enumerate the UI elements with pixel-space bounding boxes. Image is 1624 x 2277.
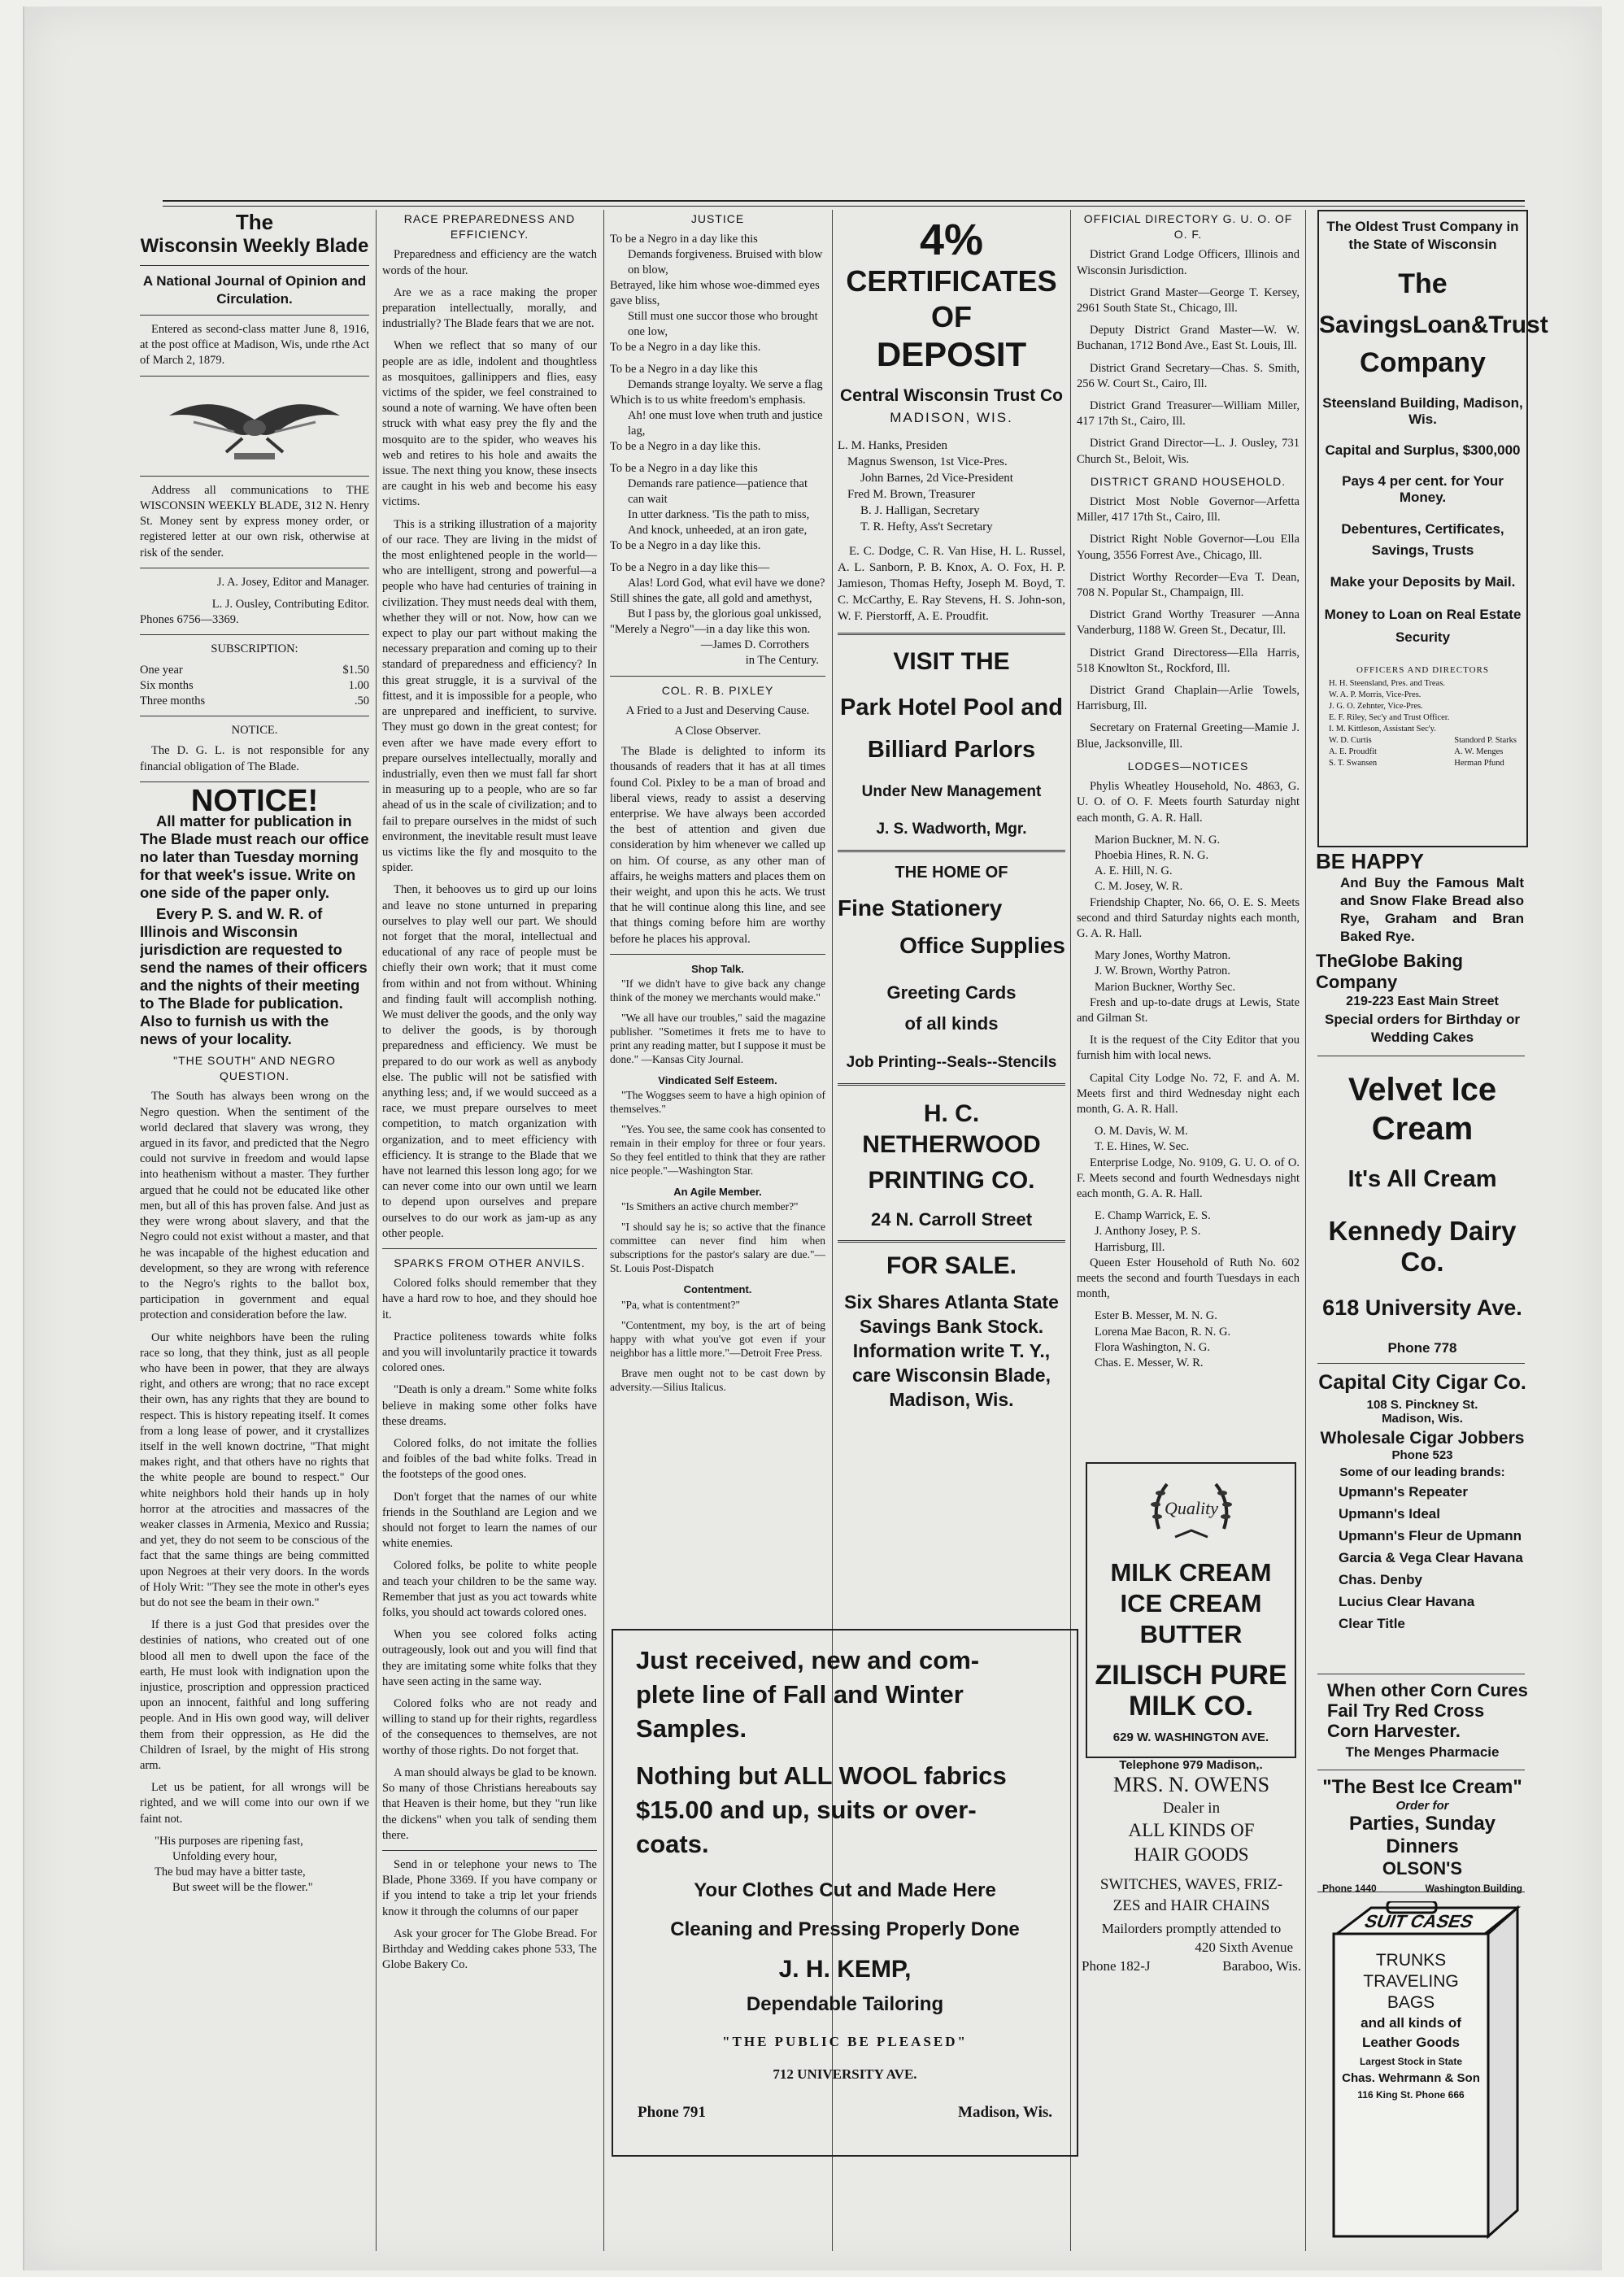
owens-line3: ALL KINDS OF [1128,1820,1255,1840]
owens-line7: Mailorders promptly attended to [1101,1921,1282,1936]
lodges-list [1077,779,1300,1371]
poem-line [610,455,825,461]
shoptalk-title: Shop Talk. [691,962,744,975]
velvet-line2: It's All Cream [1348,1166,1497,1192]
lodges-title: LODGES—NOTICES [1127,759,1249,773]
cert-pct: 4% [919,216,984,264]
poem-line: Demands strange loyalty. We serve a flag [628,378,823,392]
netherwood-line2: PRINTING CO. [868,1167,1035,1194]
poem-line: Betrayed, like him whose woe-dimmed eyes gave bliss, [610,279,820,308]
cert-bank: Central Wisconsin Trust Co [839,386,1063,405]
poem-line: Demands forgiveness. Bruised with blow on blow, [628,248,823,277]
lodge-item: Queen Ester Household of Ruth No. 602 meets the second and fourth Tuesdays in each month, [1077,1256,1300,1301]
stationery-line1: THE HOME OF [895,864,1008,882]
olson-line4: OLSON'S [1382,1858,1463,1879]
owens-line8: 420 Sixth Avenue [1195,1940,1293,1955]
globe-ad [1316,849,1529,1047]
stationery-line4: Greeting Cards [886,982,1017,1003]
phones-line: Phones 6756—3369. [140,613,239,627]
stationery-line3: Office Supplies [899,933,1065,958]
svg-text:Quality: Quality [1164,1498,1218,1518]
poem-line: Which is to us white freedom's emphasis. [610,394,806,407]
corn-line2: The Menges Pharmacie [1345,1744,1500,1760]
directory-item: District Grand Treasurer—William Miller, 417 17th St., Cairo, Ill. [1077,399,1300,429]
directory-item: District Grand Secretary—Chas. S. Smith, 256 W. Court St., Cairo, Ill. [1077,361,1300,390]
contrib-line: L. J. Ousley, Contributing Editor. [211,598,369,612]
top-rule [163,200,1525,207]
poem-line: To be a Negro in a day like this [610,462,758,476]
velvet-line5: Phone 778 [1387,1340,1457,1356]
park-line2: Park Hotel Pool and [840,694,1063,721]
notice-head: NOTICE. [231,724,278,738]
justice-title: JUSTICE [690,212,745,225]
race-para: When we reflect that so many of our people are as idle, indolent and thoughtless as mosquitoes, gallinippers and flies, easy victims of the spider, we feel constrained to sound a note of warning. We have often been struck with what easy prey the fly and the mosquito are to the spider, who weaves his web and retires to his hole and awaits the issue. The next thing you know, these insects are caught in his web and become his easy victims. [382,339,597,509]
kemp-line11: "THE PUBLIC BE PLEASED" [722,2034,968,2049]
poem-line: Ah! one must love when truth and justice lag, [628,409,823,438]
poem-line [610,355,825,362]
globe-line5: Special orders for Birthday or Wedding Cakes [1325,1012,1520,1045]
household-item: District Grand Chaplain—Arlie Towels, Harrisburg, Ill. [1077,684,1300,713]
household-item: District Worthy Recorder—Eva T. Dean, 708 N. Popular St., Champaign, Ill. [1077,570,1300,600]
milk-line5: MILK CO. [1129,1691,1253,1722]
lodge-item: Lorena Mae Bacon, R. N. G. [1095,1325,1231,1339]
column-rule [376,210,377,2251]
owens-ad [1082,1771,1301,1974]
south-para: Our white neighbors have been the ruling race so long, that they think, just as all people who have been in power, that they are always right, and others are wrong; that no race except their own, has any rights that they are bound to respect. This is history repeating itself. It comes from a long lease of power, and it crystallizes itself in the well known doctrine, "That might makes right, and that others have no rights that the white people are bound to respect." Our white neighbors hold their hands up in holy horror at the atrocities and massacres of the weaker classes in Armenia, Mexico and Russia; and yet, they do not seem to be conscious of the fact that the same things are being committed upon Negroes at their very doors. In the words of Holy Writ: "They see the mote in other's eyes but do not see the beam in their own." [140,1330,369,1609]
south-title: "THE SOUTH" AND NEGRO QUESTION. [173,1054,336,1083]
poem-line: "Merely a Negro"—in a day like this won. [610,623,811,637]
lodge-item: Flora Washington, N. G. [1095,1340,1210,1354]
sale-line1: FOR SALE. [886,1252,1017,1279]
cert-city: MADISON, WIS. [890,410,1013,425]
lodge-item: J. Anthony Josey, P. S. [1095,1225,1201,1239]
trust-line5: Steensland Building, Madison, Wis. [1322,395,1523,427]
directory-item: Deputy District Grand Master—W. W. Buchanan, 1712 Bond Ave., East St. Louis, Ill. [1077,324,1300,353]
agile-body2: "I should say he is; so active that the finance committee can never find him when subscriptions for the pastor's salary are due."—St. Louis Post-Dispatch [610,1221,825,1275]
south-para: If there is a just God that presides over the destinies of nations, who created out of one blood all men to dwell upon the face of the earth, He must look with indignation upon the injustice, proscription and oppression practiced upon an innocent, faithful and long suffering people. And in His own good way, will deliver them from their oppression, as He did the Children of Israel, by the might of His strong arm. [140,1618,369,1772]
directory-item: District Grand Lodge Officers, Illinois and Wisconsin Jurisdiction. [1077,248,1300,277]
cert-line1: CERTIFICATES OF [846,264,1057,333]
olson-line3: Parties, Sunday Dinners [1348,1813,1496,1857]
kemp-line5: $15.00 and up, suits or over- [636,1796,977,1824]
sale-line6: Madison, Wis. [889,1389,1014,1410]
lodge-item: Enterprise Lodge, No. 9109, G. U. O. of O. F. Meets second and fourth Wednesdays night each month, G. A. R. Hall. [1077,1156,1300,1200]
household-item: District Grand Worthy Treasurer —Anna Vanderburg, 1188 W. Green St., Decatur, Ill. [1077,608,1300,638]
stationery-line5: of all kinds [904,1013,999,1034]
owens-line5: SWITCHES, WAVES, FRIZ- [1099,1876,1283,1893]
eagle-emblem [140,383,369,469]
kemp-line6: coats. [636,1830,709,1858]
park-line3: Billiard Parlors [867,737,1036,763]
trust-officers-head: OFFICERS AND DIRECTORS [1356,665,1489,675]
sub-row: Six months 1.00 [140,678,369,692]
trust-line8: Debentures, Certificates, Savings, Trusts [1341,521,1504,558]
velvet-ad [1316,1064,1529,1356]
notice-title: NOTICE! [190,783,319,818]
agile-body: "Is Smithers an active church member?" [621,1200,799,1213]
park-line1: VISIT THE [893,648,1010,675]
olson-line2: Order for [1395,1799,1449,1813]
justice-poem [610,232,825,638]
editor-line: J. A. Josey, Editor and Manager. [216,575,369,589]
entered-notice: Entered as second-class matter June 8, 1916, at the post office at Madison, Wis, unde rthe Act of March 2, 1879. [140,323,369,368]
lodge-item: Ester B. Messer, M. N. G. [1095,1309,1217,1323]
directory-item: District Grand Director—L. J. Ousley, 731 Church St., Beloit, Wis. [1077,437,1300,466]
owens-line2: Dealer in [1162,1800,1221,1817]
trust-line4: Company [1360,347,1486,378]
column-rule [603,210,604,2251]
content-brave: Brave men ought not to be cast down by adversity.—Silius Italicus. [610,1366,825,1393]
olson-line1: "The Best Ice Cream" [1322,1776,1522,1798]
sub-row: Three months .50 [140,694,369,708]
kemp-footer: Phone 791 Madison, Wis. [638,2104,1052,2121]
trust-line6: Capital and Surplus, $300,000 [1325,442,1521,458]
poem-line: Still must one succor those who brought one low, [628,310,818,339]
lodge-item: J. W. Brown, Worthy Patron. [1095,964,1230,978]
household-item: District Most Noble Governor—Arfetta Miller, 417 17th St., Cairo, Ill. [1077,495,1300,525]
kemp-line2: plete line of Fall and Winter [636,1680,964,1709]
globe-line3: TheGlobe Baking Company [1316,951,1463,992]
masthead-title-line1: The [235,210,274,234]
subscription-head: SUBSCRIPTION: [211,642,298,656]
trust-line3: SavingsLoan&Trust [1319,311,1548,338]
agile-title: An Agile Member. [673,1186,762,1199]
olson-footer: Phone 1440 Washington Building [1322,1883,1522,1894]
lodge-item: T. E. Hines, W. Sec. [1095,1140,1190,1154]
sparks-para: Colored folks who are not ready and willing to stand up for their rights, regardless of the consequences to themselves, are not worthy of those rights. Do not forget that. [382,1697,597,1757]
cigar-line2: 108 S. Pinckney St. [1366,1398,1478,1412]
sale-line4: Information write T. Y., [852,1340,1051,1361]
send-news: Send in or telephone your news to The Blade, Phone 3369. If you have company or if you intend to take a trip let your friends know it through the columns of our paper [382,1857,597,1918]
cert-line2: DEPOSIT [876,335,1027,373]
cigar-line5: Phone 523 [1391,1448,1453,1462]
pixley-title: COL. R. B. PIXLEY [661,683,774,697]
column-2 [382,210,597,2259]
milk-line1: MILK CREAM [1110,1558,1272,1587]
stationery-line2: Fine Stationery [838,895,1003,921]
kemp-line3: Samples. [636,1714,747,1743]
masthead-title: Wisconsin Weekly Blade [140,235,369,257]
poem-line: Still shines the gate, all gold and amethyst, [610,592,812,606]
sparks-para: Colored folks, do not imitate the follies and foibles of the bad white folks. Tread in the footsteps of the good ones. [382,1437,597,1482]
divider [1317,1363,1525,1364]
poem-line [610,554,825,560]
trust-line1: The Oldest Trust Company in the State of Wisconsin [1326,219,1519,252]
cert-officers: L. M. Hanks, Presiden Magnus Swenson, 1st Vice-Pres. John Barnes, 2d Vice-President Fred M. Brown, Treasurer B. J. Halligan, Secretary T. R. Hefty, Ass't Secretary E. C. Dodge, C. R. Van Hise, H. L. Russel, A. L. Sanborn, P. B. Knox, A. O. Fox, H. P. Jamieson, Thomas Hefty, Joseph M. Boyd, T. C. McCarthy, E. Ray Stevens, H. S. John-son, W. F. Pierstorff, A. E. Proudfit. [838,439,1065,623]
kemp-line7: Your Clothes Cut and Made Here [694,1879,996,1901]
poem-line: Alas! Lord God, what evil have we done? [628,577,825,590]
suitcase-text: TRUNKS TRAVELING BAGS and all kinds of Leather Goods Largest Stock in State Chas. Wehrmann & Son 116 King St. Phone 666 [1342,1951,1480,2101]
wreath-logo-icon [1087,1472,1295,1557]
cigar-line6: Some of our leading brands: [1339,1465,1505,1479]
netherwood-line3: 24 N. Carroll Street [870,1209,1033,1230]
race-para: Then, it behooves us to gird up our loins and leave no stone unturned in preparing ourselves to play well our part. We should not forget that the moral, intellectual and educational of any race of people must be chiefly their own work; that it must come from within and not from without. Whining and finding fault will accomplish nothing. We must deliver the goods, and the only way to deliver the goods, is by thorough preparedness and efficiency. We must be prepared to do our work as well as anybody else. The public will not be satisfied with anything less; and, if we would succeed as a race, we must prepare ourselves to meet competition, to match organization with organization, and to meet efficiency with efficiency. It is strange to the Blade that we have not learned this lesson long ago; for we can never come into our own until we learn to depend upon ourselves and prepare ourselves to do our work as jam-up as any other people. [382,883,597,1240]
south-para: Let us be patient, for all wrongs will be righted, and we will come into our own if we faint not. [140,1781,369,1826]
sub-row: One year $1.50 [140,663,369,677]
column-4-ads [838,210,1065,1625]
notice-text: The D. G. L. is not responsible for any financial obligation of The Blade. [140,744,369,773]
lodge-item: Harrisburg, Ill. [1095,1240,1165,1254]
justice-attrib: —James D. Corrothers [700,638,809,652]
velvet-line4: 618 University Ave. [1322,1295,1522,1320]
household-title: DISTRICT GRAND HOUSEHOLD. [1090,474,1287,488]
lodge-item: E. Champ Warrick, E. S. [1095,1209,1211,1223]
lodge-item: Mary Jones, Worthy Matron. [1095,949,1231,963]
trust-officers: H. H. Steensland, Pres. and Treas. W. A. P. Morris, Vice-Pres. J. G. O. Zehnter, Vice-Pres. E. F. Riley, Sec'y and Trust Officer. I. M. Kittleson, Assistant Sec'y. W. D. Curtis A. E. Proudfit S. T. Swansen Standord P. Starks A. W. Menges Herman Pfund [1329,679,1517,768]
milk-line6: 629 W. WASHINGTON AVE. [1112,1731,1269,1744]
trust-line9: Make your Deposits by Mail. [1330,574,1516,590]
cigar-line4: Wholesale Cigar Jobbers [1320,1429,1525,1448]
masthead-subtitle: A National Journal of Opinion and Circulation. [142,273,367,307]
lodge-item: It is the request of the City Editor that you furnish him with local news. [1077,1034,1300,1063]
directory-title: OFFICIAL DIRECTORY G. U. O. OF O. F. [1083,212,1293,242]
sparks-para: Colored folks should remember that they have a hard row to hoe, and they should hoe it. [382,1277,597,1321]
shoptalk-body2: "We all have our troubles," said the magazine publisher. "Sometimes it frets me to have to print any reading matter, but I suppose it must be done." —Kansas City Journal. [610,1012,825,1066]
lodge-item: A. E. Hill, N. G. [1095,864,1173,878]
sale-line3: Savings Bank Stock. [859,1316,1044,1337]
kemp-line4: Nothing but ALL WOOL fabrics [636,1761,1007,1790]
pixley-body: The Blade is delighted to inform its thousands of readers that it has at all times found Col. Pixley to be a man of broad and liberal views, ready to assist a deserving enterprise. We have always been accorded the best of attention and given due consideration by him whenever we called up on him. Of course, as any other man of affairs, he weighs matters and places them on their weight, and upon this he acts. We trust that he will continue along this line, and see that things coming before him are worthy before he places his approval. [610,745,825,946]
pixley-sub: A Fried to a Just and Deserving Cause. [625,703,810,717]
corn-ad [1316,1680,1529,1761]
lodge-item: O. M. Davis, W. M. [1095,1125,1188,1138]
address-notice: Address all communications to THE WISCONSIN WEEKLY BLADE, 312 N. Henry St. Money sent by express money order, or registered letter at our own risk, otherwise at risk of the sender. [140,483,369,559]
column-5-directory [1077,210,1300,1446]
kemp-line9: J. H. KEMP, [778,1956,912,1983]
vindicated-body: "The Woggses seem to have a high opinion of themselves." [610,1089,825,1116]
vindicated-body2: "Yes. You see, the same cook has consented to remain in their employ for three or four years. So they feel entitled to think that they are rather nice people."—Washington Star. [610,1123,825,1178]
kemp-ad [612,1629,1078,2157]
cigar-brands: Upmann's Repeater Upmann's Ideal Upmann's Fleur de Upmann Garcia & Vega Clear Havana Chas. Denby Lucius Clear Havana Clear Title [1339,1484,1523,1631]
milk-line4: ZILISCH PURE [1095,1660,1287,1691]
poem-line: Demands rare patience—patience that can wait [628,477,808,507]
race-para: Are we as a race making the proper preparation intellectually, morally, and industrially? The Blade fears that we are not. [382,285,597,331]
svg-text:SUIT CASES: SUIT CASES [1361,1910,1477,1931]
pixley-sub2: A Close Observer. [674,725,761,738]
stationery-line6: Job Printing--Seals--Stencils [846,1054,1057,1071]
velvet-line3: Kennedy Dairy Co. [1328,1216,1517,1277]
poem-line: To be a Negro in a day like this. [610,440,761,454]
south-para: The South has always been wrong on the Negro question. When the sentiment of the world declared that slavery was wrong, they argued in its favor, and predicted that the Negro could not survive in freedom and would lapse into heathenism without a master. They further argued that he could not be educated like other men, but all of this has proven false. And just as they were wrong about slavery, and that the Negro could not exist without a master, and that he was incapable of the highest education and development, so they are wrong with reference to the Negro's rights to the ballot box, participation in government and equal protection and consideration before the law. [140,1090,369,1322]
trust-ad [1317,210,1548,847]
notice-body: All matter for publication in The Blade must reach our office no later than Tuesday morning for that week's issue. Write on one side of the paper only. Every P. S. and W. R. of Illinois and Wisconsin jurisdiction are requested to send the names of their officers and the nights of their meeting to The Blade for publication. Also to furnish us with the news of your locality. [140,812,369,1048]
sparks-para: A man should always be glad to be known. So many of those Christians hereabouts say that Heaven is their home, but they "run like the dickens" when you talk of sending them there. [382,1765,597,1842]
sparks-para: Colored folks, be polite to white people and teach your children to be the same way. Remember that just as you act towards white folks, you should act towards colored ones. [382,1559,597,1620]
lodge-item: Marion Buckner, M. N. G. [1095,833,1221,847]
lodge-item: Marion Buckner, Worthy Sec. [1095,980,1236,994]
milk-line2: ICE CREAM [1120,1589,1262,1617]
directory-item: District Grand Master—George T. Kersey, 2961 South State St., Chicago, Ill. [1077,285,1300,316]
column-rule [1305,210,1306,2251]
kemp-line10: Dependable Tailoring [746,1993,944,2015]
lodge-item: Capital City Lodge No. 72, F. and A. M. Meets first and third Wednesday night each month, G. A. R. Hall. [1077,1071,1300,1116]
household-item: District Right Noble Governor—Lou Ella Young, 3556 Forrest Ave., Chicago, Ill. [1077,533,1300,562]
lodge-item: Phoebia Hines, R. N. G. [1095,848,1209,862]
vindicated-title: Vindicated Self Esteem. [658,1074,777,1087]
velvet-line1: Velvet Ice Cream [1348,1072,1497,1147]
suitcase-ad [1322,1901,1524,2243]
household-item: District Grand Directoress—Ella Harris, 518 Knowlton St., Rockford, Ill. [1077,646,1300,675]
lodge-item: Fresh and up-to-date drugs at Lewis, State and Gilman St. [1077,995,1300,1025]
sparks-para: Practice politeness towards white folks and you will involuntarily practice it towards colored ones. [382,1330,597,1375]
park-line5: J. S. Wadworth, Mgr. [876,821,1027,838]
justice-attrib-source: in The Century. [745,654,819,668]
trust-line7: Pays 4 per cent. for Your Money. [1342,473,1504,505]
poem-line: To be a Negro in a day like this [610,233,758,246]
poem-line: In utter darkness. 'Tis the path to miss, [628,508,810,522]
sale-line5: care Wisconsin Blade, [852,1365,1051,1386]
lodge-item: Friendship Chapter, No. 66, O. E. S. Meets second and third Saturday nights each month, G. A. R. Hall. [1077,895,1300,940]
lodge-item: Chas. E. Messer, W. R. [1095,1356,1204,1369]
cigar-line3: Madison, Wis. [1382,1412,1463,1426]
netherwood-line1: H. C. NETHERWOOD [862,1100,1041,1158]
park-line4: Under New Management [861,783,1042,800]
poem-line: To be a Negro in a day like this. [610,539,761,553]
content-body2: "Contentment, my boy, is the art of being happy with what you've got even if your neighbor has a little more."—Detroit Free Press. [610,1318,825,1359]
milk-line3: BUTTER [1139,1620,1243,1648]
poem-line: To be a Negro in a day like this— [610,561,770,575]
owens-line4: HAIR GOODS [1134,1844,1249,1865]
kemp-line12: 712 UNIVERSITY AVE. [773,2066,917,2082]
globe-line4: 219-223 East Main Street [1346,995,1499,1008]
household-item: Secretary on Fraternal Greeting—Mamie J. Blue, Jacksonville, Ill. [1077,721,1300,751]
owens-line1: MRS. N. OWENS [1112,1773,1270,1796]
owens-footer: Phone 182-J Baraboo, Wis. [1082,1958,1301,1974]
sparks-title: SPARKS FROM OTHER ANVILS. [394,1256,586,1269]
shoptalk-body: "If we didn't have to give back any change think of the money we merchants would make." [610,977,825,1004]
poem-line: But I pass by, the glorious goal unkissed, [628,607,821,621]
content-body: "Pa, what is contentment?" [621,1298,740,1311]
poem-line: And knock, unheeded, at an iron gate, [628,524,808,538]
cigar-line1: Capital City Cigar Co. [1318,1371,1526,1394]
poem-line: To be a Negro in a day like this. [610,341,761,355]
globe-line2: And Buy the Famous Malt and Snow Flake Bread also Rye, Graham and Bran Baked Rye. [1340,875,1524,944]
sparks-para: When you see colored folks acting outrageously, look out and you will find that they are imitating some white folks that they have seen acting in the same way. [382,1628,597,1688]
newspaper-page [23,7,1602,2270]
south-closing-verse: "His purposes are ripening fast, Unfolding every hour, The bud may have a bitter taste, But sweet will be the flower." [155,1834,313,1894]
globe-line1: BE HAPPY [1316,849,1424,873]
column-1 [140,210,369,2259]
lodge-item: Phylis Wheatley Household, No. 4863, G. U. O. of O. F. Meets fourth Saturday night each month, G. A. R. Hall. [1077,780,1300,825]
kemp-line1: Just received, new and com- [636,1646,980,1674]
race-para: Preparedness and efficiency are the watch words of the hour. [382,248,597,277]
kemp-line8: Cleaning and Pressing Properly Done [670,1918,1020,1940]
trust-line10: Money to Loan on Real Estate Security [1324,607,1522,645]
olson-ad [1316,1776,1529,1894]
content-title: Contentment. [683,1283,752,1296]
cigar-ad [1316,1371,1529,1635]
race-title: RACE PREPAREDNESS AND EFFICIENCY. [403,212,576,242]
grocer-note: Ask your grocer for The Globe Bread. For Birthday and Wedding cakes phone 533, The Globe Bakery Co. [382,1927,597,1972]
race-para: This is a striking illustration of a majority of our race. They are living in the midst of the most enlightened people in the world—who are intelligent, strong and powerful—a people who have had centuries of training in civilization. They must needs deal with them, whether they will or not. Now, how can we expect to play our part without making the necessary preparation and coming up to their standard of preparedness and efficiency? In this great struggle, it is a survival of the fittest, and it is impossible for a people, who are unprepared and inefficient, to survive. They must go down in the great contest; for even after we have made every effort to prepare ourselves intellectually, morally and industrially, even then we must fall far short in measuring up to a people, who are so far ahead of us in the scale of civilization; and to fail to prepare ourselves in the midst of such environment, the inevitable result must leave us victims like the fly and mosquito to the spider. [382,517,597,875]
lodge-item: C. M. Josey, W. R. [1095,880,1183,894]
sale-line2: Six Shares Atlanta State [844,1291,1059,1313]
poem-line: To be a Negro in a day like this [610,363,758,377]
trust-line2: The [1398,268,1448,299]
sparks-para: Don't forget that the names of our white friends in the Southland are Legion and we should not forget to learn the names of our white enemies. [382,1490,597,1551]
milk-line7: Telephone 979 Madison,. [1119,1758,1263,1772]
corn-line1: When other Corn Cures Fail Try Red Cross Corn Harvester. [1327,1680,1528,1741]
sparks-para: "Death is only a dream." Some white folks believe in making some other folks have these dreams. [382,1383,597,1428]
owens-line6: ZES and HAIR CHAINS [1112,1897,1270,1914]
milk-ad [1086,1462,1296,1772]
